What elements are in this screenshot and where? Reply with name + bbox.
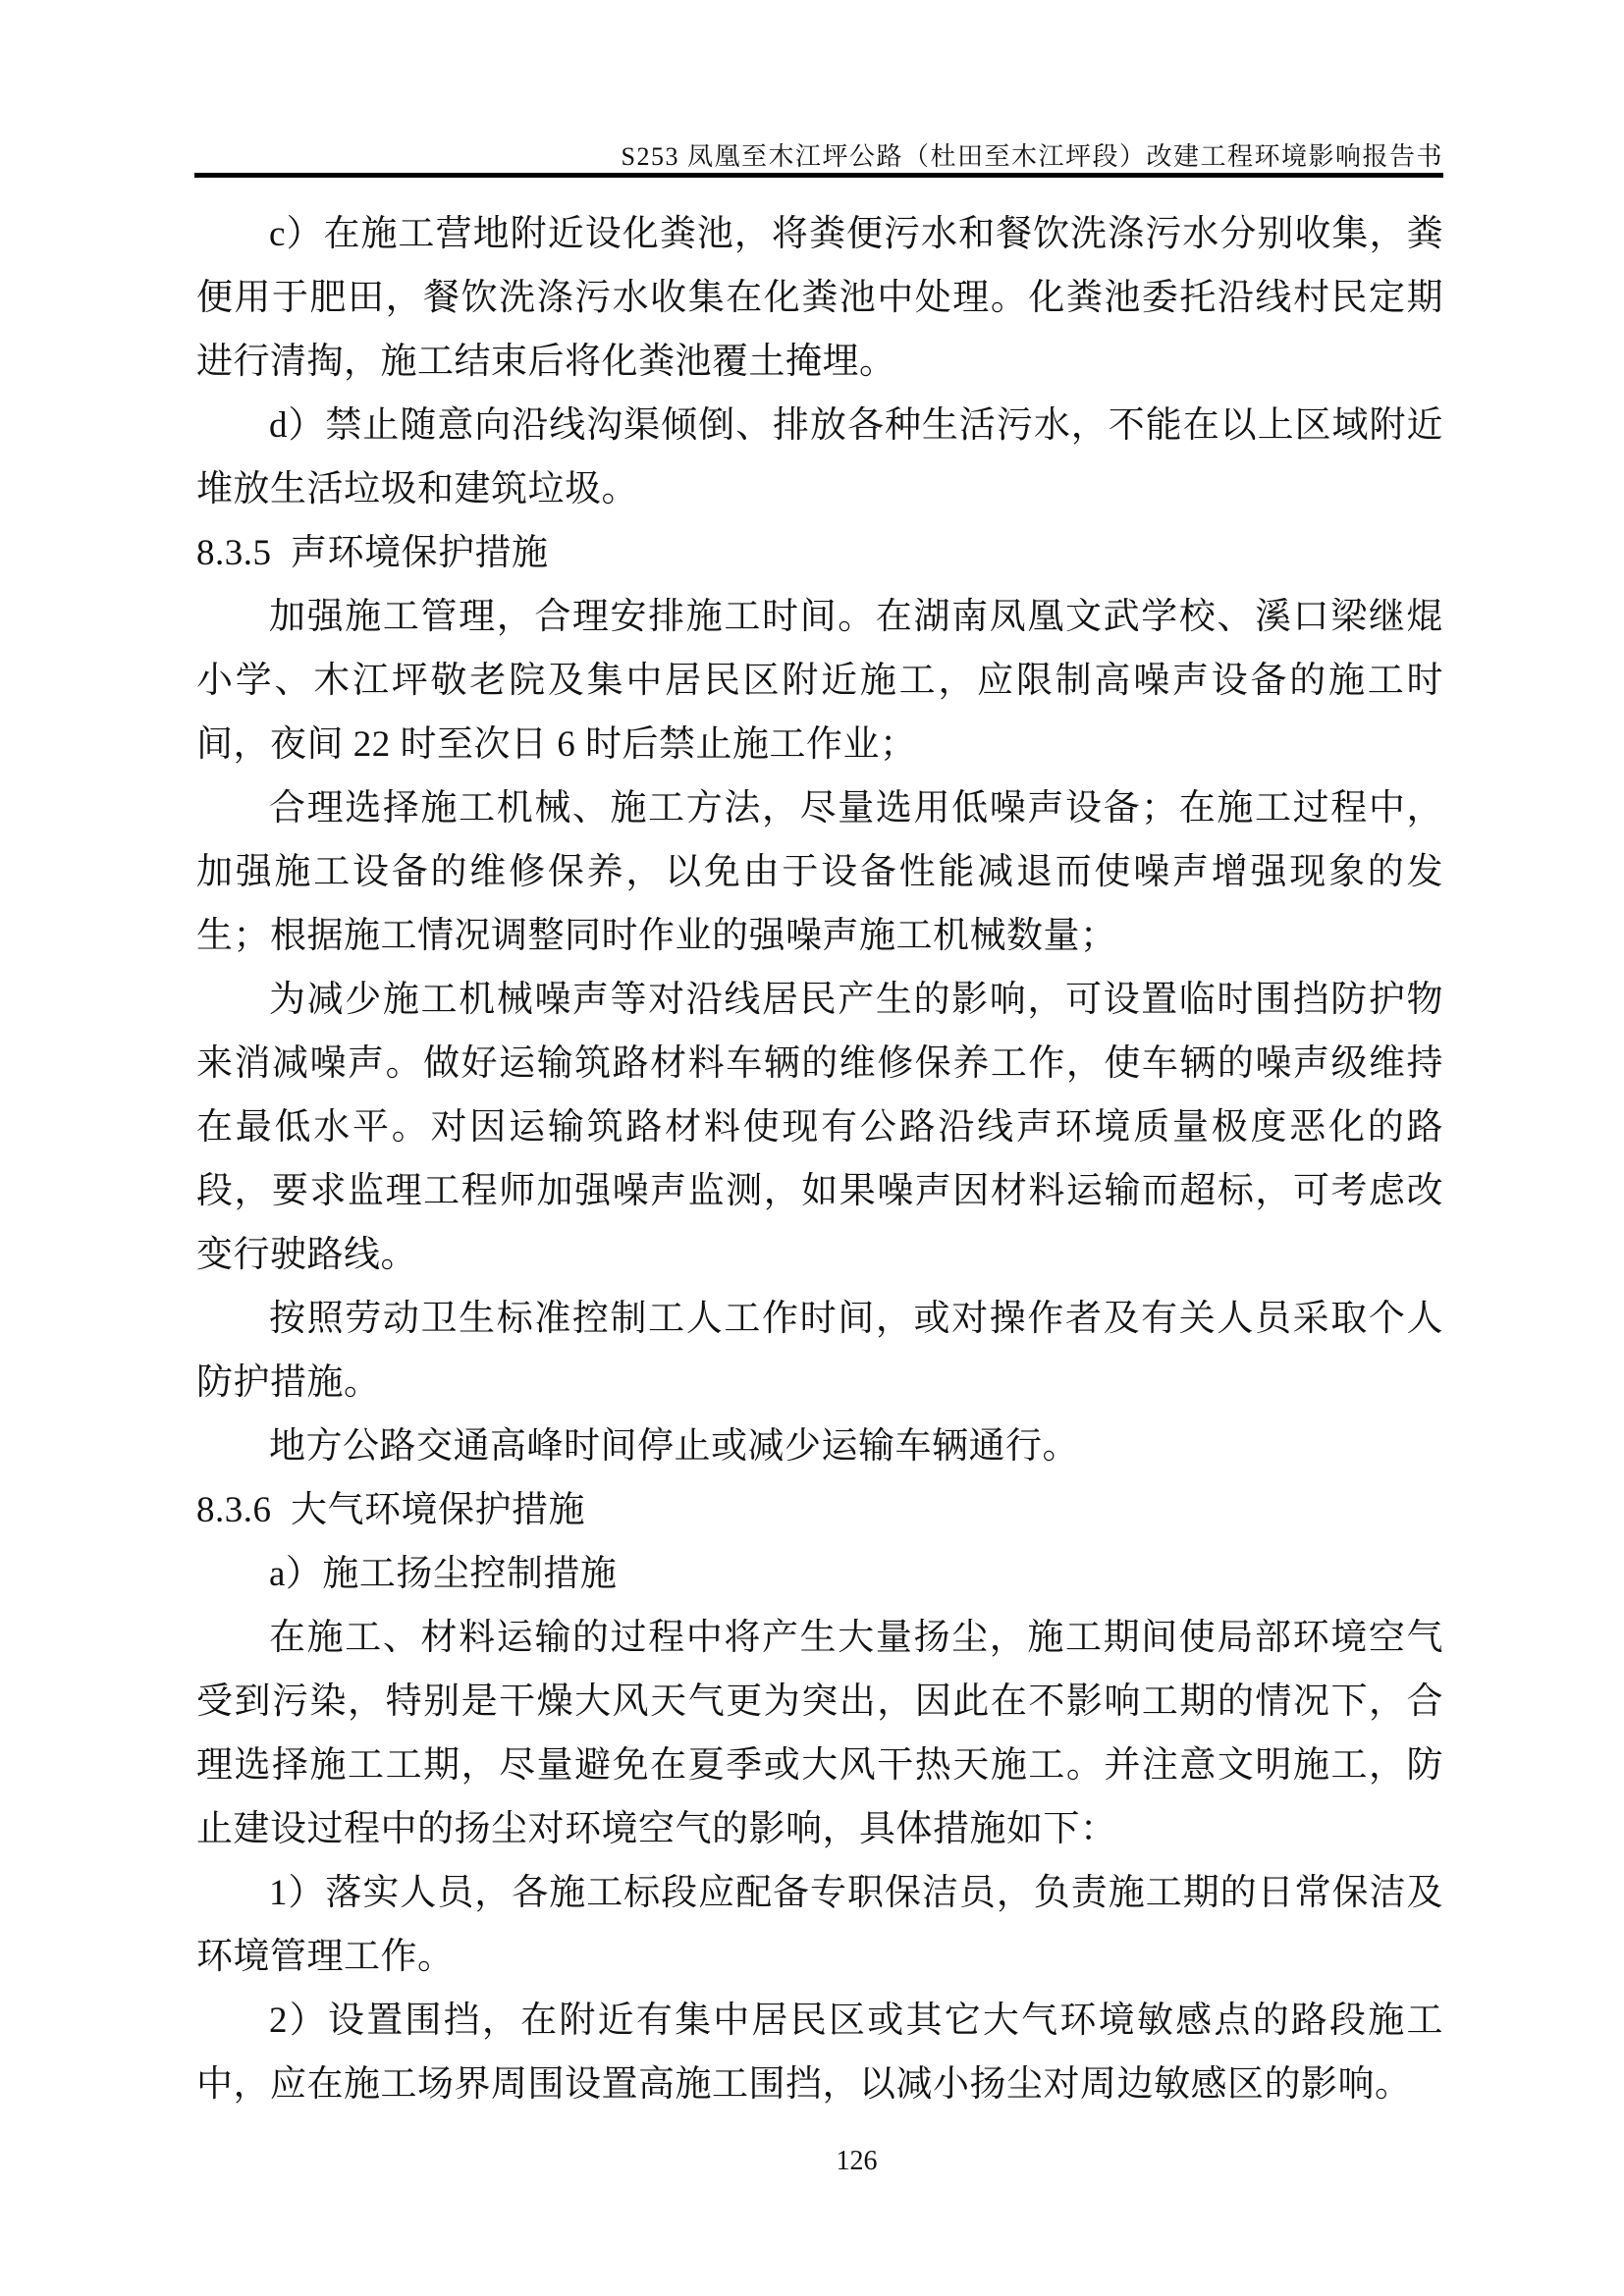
- page-header-title: S253 凤凰至木江坪公路（杜田至木江坪段）改建工程环境影响报告书: [621, 142, 1443, 171]
- page-number: 126: [836, 2146, 878, 2176]
- paragraph: 为减少施工机械噪声等对沿线居民产生的影响，可设置临时围挡防护物来消减噪声。做好运输筑路材料车辆的维修保养工作，使车辆的噪声级维持在最低水平。对因运输筑路材料使现有公路沿线声环境质量极度恶化的路段，要求监理工程师加强噪声监测，如果噪声因材料运输而超标，可考虑改变行驶路线。: [196, 980, 1443, 1275]
- section-heading: 8.3.6 大气环境保护措施: [196, 1490, 585, 1530]
- paragraph: c）在施工营地附近设化粪池，将粪便污水和餐饮洗涤污水分别收集，粪便用于肥田，餐饮洗涤污水收集在化粪池中处理。化粪池委托沿线村民定期进行清掏，施工结束后将化粪池覆土掩埋。: [196, 214, 1443, 382]
- paragraph: d）禁止随意向沿线沟渠倾倒、排放各种生活污水，不能在以上区域附近堆放生活垃圾和建筑垃圾。: [196, 405, 1443, 509]
- paragraph: 地方公路交通高峰时间停止或减少运输车辆通行。: [269, 1426, 1079, 1467]
- paragraph: 加强施工管理，合理安排施工时间。在湖南凤凰文武学校、溪口梁继焜小学、木江坪敬老院及集中居民区附近施工，应限制高噪声设备的施工时间，夜间 22 时至次日 6 时后禁止施工作业；: [196, 597, 1443, 765]
- paragraph: 在施工、材料运输的过程中将产生大量扬尘，施工期间使局部环境空气受到污染，特别是干燥大风天气更为突出，因此在不影响工期的情况下，合理选择施工工期，尽量避免在夏季或大风干热天施工。并注意文明施工，防止建设过程中的扬尘对环境空气的影响，具体措施如下：: [196, 1618, 1443, 1849]
- section-heading: 8.3.5 声环境保护措施: [196, 533, 549, 573]
- paragraph: 合理选择施工机械、施工方法，尽量选用低噪声设备；在施工过程中，加强施工设备的维修保养，以免由于设备性能减退而使噪声增强现象的发生；根据施工情况调整同时作业的强噪声施工机械数量；: [196, 788, 1443, 956]
- paragraph: 2）设置围挡，在附近有集中居民区或其它大气环境敏感点的路段施工中，应在施工场界周围设置高施工围挡，以减小扬尘对周边敏感区的影响。: [196, 2001, 1443, 2105]
- paragraph: a）施工扬尘控制措施: [269, 1554, 618, 1594]
- paragraph: 1）落实人员，各施工标段应配备专职保洁员，负责施工期的日常保洁及环境管理工作。: [196, 1873, 1443, 1977]
- paragraph: 按照劳动卫生标准控制工人工作时间，或对操作者及有关人员采取个人防护措施。: [196, 1299, 1443, 1403]
- document-body: [196, 202, 1443, 2116]
- header-divider-rule: [194, 173, 1443, 178]
